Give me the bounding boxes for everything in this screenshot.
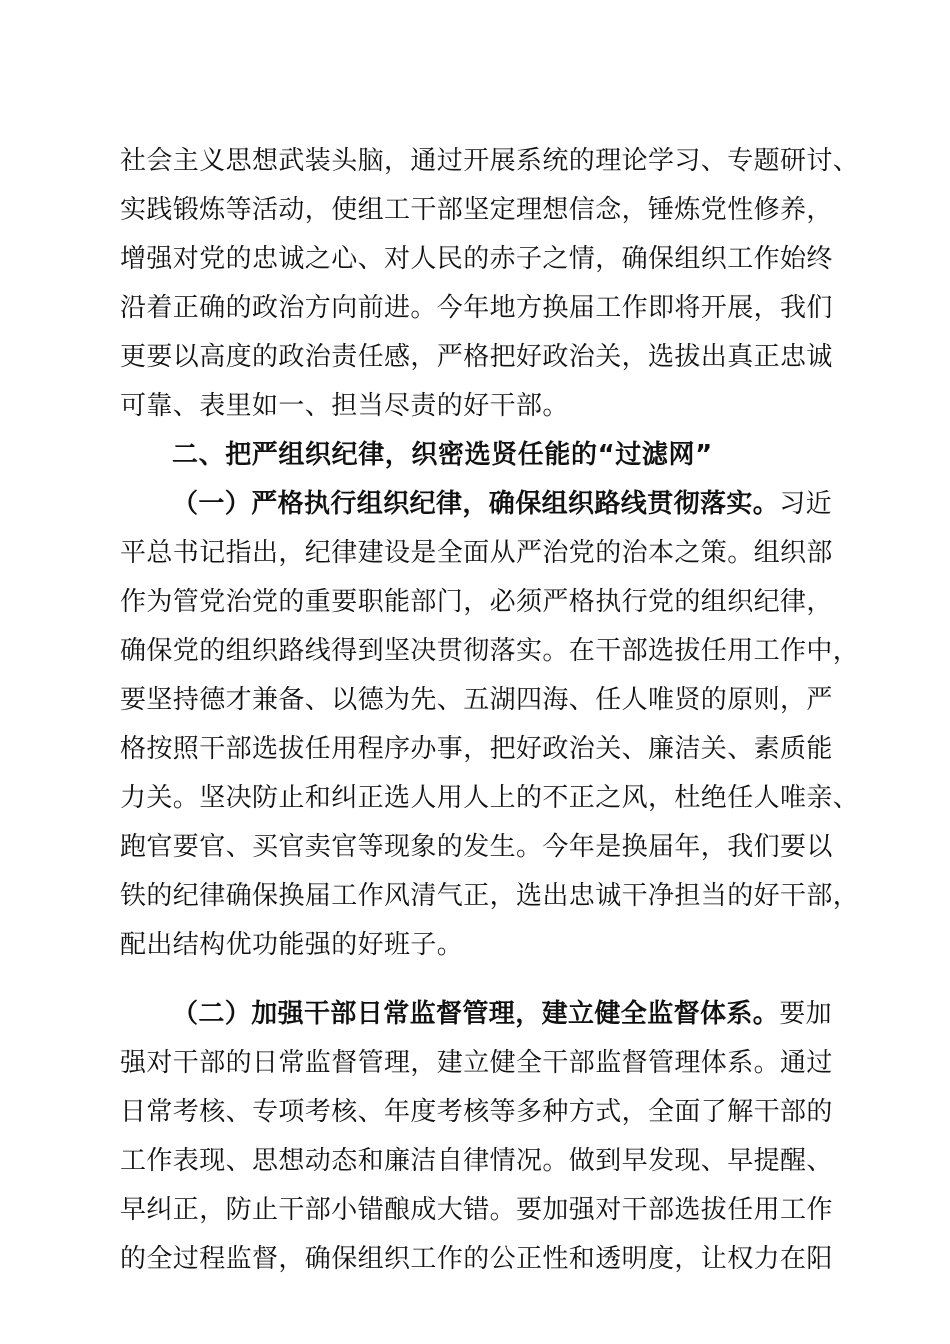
body-line: 要坚持德才兼备、以德为先、五湖四海、任人唯贤的原则，严 [120,685,833,715]
body-line: 平总书记指出，纪律建设是全面从严治党的治本之策。组织部 [120,538,833,568]
body-line: 工作表现、思想动态和廉洁自律情况。做到早发现、早提醒、 [120,1146,833,1176]
body-line: 铁的纪律确保换届工作风清气正，选出忠诚干净担当的好干部， [120,881,860,911]
body-text: 要加 [779,999,833,1029]
body-line: 确保党的组织路线得到坚决贯彻落实。在干部选拔任用工作中， [120,636,860,666]
body-line: 可靠、表里如一、担当尽责的好干部。 [120,391,569,421]
body-line: 早纠正，防止干部小错酿成大错。要加强对干部选拔任用工作 [120,1195,833,1225]
body-line: 社会主义思想武装头脑，通过开展系统的理论学习、专题研讨、 [120,146,860,176]
body-line: 更要以高度的政治责任感，严格把好政治关，选拔出真正忠诚 [120,342,833,372]
body-line: 的全过程监督，确保组织工作的公正性和透明度，让权力在阳 [120,1244,833,1274]
body-line: 作为管党治党的重要职能部门，必须严格执行党的组织纪律， [120,587,833,617]
body-line: 增强对党的忠诚之心、对人民的赤子之情，确保组织工作始终 [120,244,833,274]
body-line: 强对干部的日常监督管理，建立健全干部监督管理体系。通过 [120,1048,833,1078]
body-line: 沿着正确的政治方向前进。今年地方换届工作即将开展，我们 [120,293,833,323]
body-line: 跑官要官、买官卖官等现象的发生。今年是换届年，我们要以 [120,832,833,862]
subsection-line [172,997,832,1031]
body-text: 习近 [779,489,833,519]
section-heading: 二、把严组织纪律，织密选贤任能的“过滤网” [172,440,713,470]
subsection-title: （一）严格执行组织纪律，确保组织路线贯彻落实。 [172,489,780,519]
body-line: 配出结构优功能强的好班子。 [120,930,464,960]
body-line: 实践锻炼等活动，使组工干部坚定理想信念，锤炼党性修养， [120,195,833,225]
subsection-line [172,487,832,521]
body-line: 力关。坚决防止和纠正选人用人上的不正之风，杜绝任人唯亲、 [120,783,860,813]
subsection-title: （二）加强干部日常监督管理，建立健全监督体系。 [172,999,780,1029]
body-line: 格按照干部选拔任用程序办事，把好政治关、廉洁关、素质能 [120,734,833,764]
body-line: 日常考核、专项考核、年度考核等多种方式，全面了解干部的 [120,1097,833,1127]
